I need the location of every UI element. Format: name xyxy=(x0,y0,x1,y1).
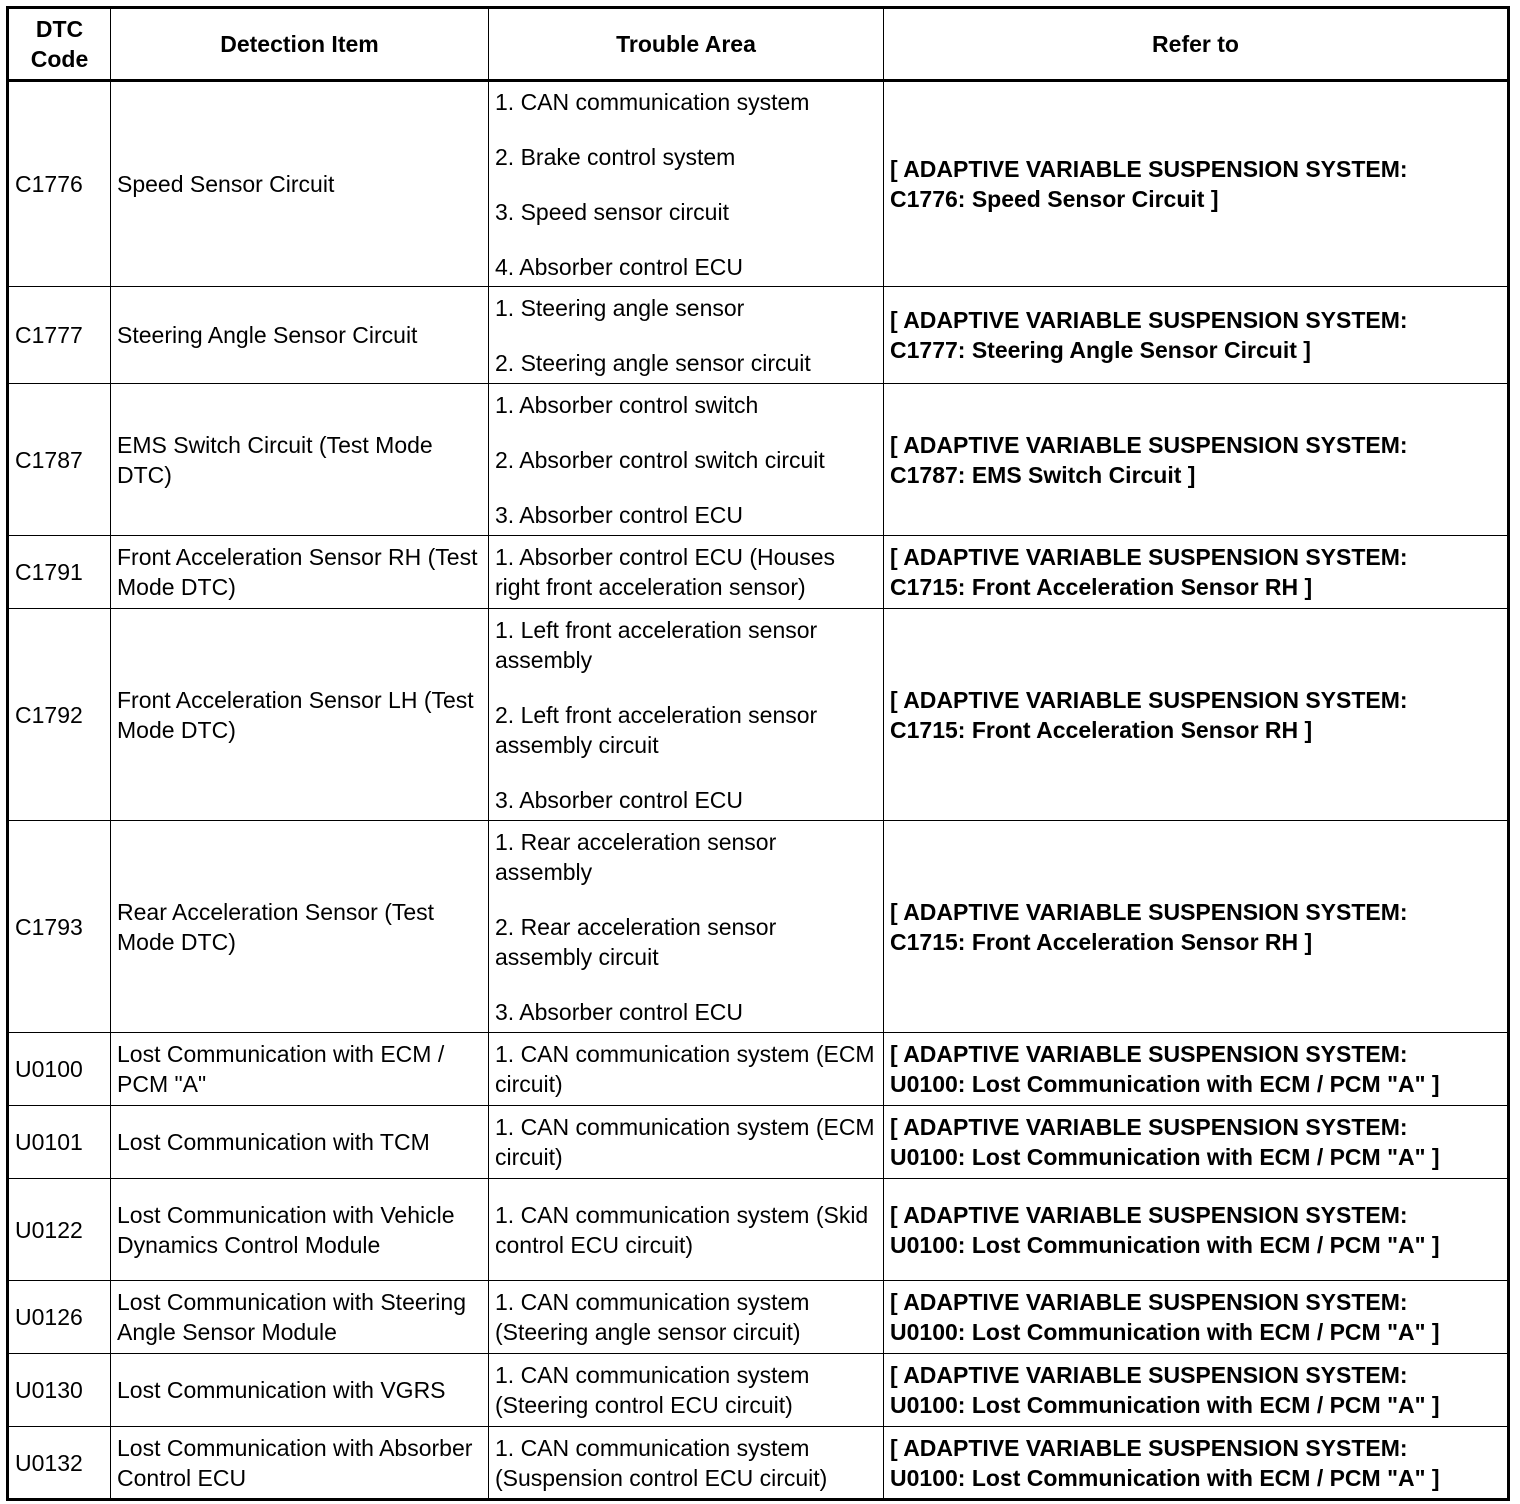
trouble-area-cell xyxy=(489,1354,884,1427)
dtc-code-cell: U0101 xyxy=(8,1106,111,1179)
refer-to-procedure: U0100: Lost Communication with ECM / PCM "A" ] xyxy=(890,1144,1440,1170)
dtc-code-cell: C1791 xyxy=(8,536,111,609)
table-header-row xyxy=(8,8,1509,81)
refer-to-system: [ ADAPTIVE VARIABLE SUSPENSION SYSTEM: xyxy=(890,898,1408,925)
refer-to-procedure: U0100: Lost Communication with ECM / PCM "A" ] xyxy=(890,1231,1440,1258)
refer-to-procedure: U0100: Lost Communication with ECM / PCM "A" ] xyxy=(890,1392,1440,1418)
trouble-area-cell xyxy=(489,384,884,536)
table-row xyxy=(8,1427,1509,1500)
refer-to-procedure: U0100: Lost Communication with ECM / PCM "A" ] xyxy=(890,1464,1440,1491)
dtc-code-cell: C1787 xyxy=(8,384,111,536)
refer-to-cell xyxy=(884,1033,1509,1106)
trouble-area-step: 1. Rear acceleration sensor assembly xyxy=(495,828,777,885)
trouble-area-step: 1. CAN communication system (Suspension control ECU circuit) xyxy=(495,1434,828,1491)
header-refer-to: Refer to xyxy=(884,8,1509,81)
refer-to-system: [ ADAPTIVE VARIABLE SUSPENSION SYSTEM: xyxy=(890,1114,1408,1140)
refer-to-procedure: C1776: Speed Sensor Circuit ] xyxy=(890,186,1219,212)
dtc-code-cell: U0132 xyxy=(8,1427,111,1500)
refer-to-system: [ ADAPTIVE VARIABLE SUSPENSION SYSTEM: xyxy=(890,544,1408,570)
detection-item-cell: Lost Communication with ECM / PCM "A" xyxy=(111,1033,489,1106)
trouble-area-step: 1. Absorber control ECU (Houses right front acceleration sensor) xyxy=(495,544,836,600)
table-row xyxy=(8,1354,1509,1427)
refer-to-cell xyxy=(884,1427,1509,1500)
refer-to-procedure: C1787: EMS Switch Circuit ] xyxy=(890,461,1196,488)
trouble-area-step: 2. Rear acceleration sensor assembly circuit xyxy=(495,913,777,970)
trouble-area-step: 1. CAN communication system (Steering control ECU circuit) xyxy=(495,1362,810,1418)
table-body xyxy=(8,81,1509,1500)
header-dtc-code: DTC Code xyxy=(8,8,111,81)
refer-to-cell xyxy=(884,81,1509,287)
table-row xyxy=(8,1106,1509,1179)
trouble-area-step: 2. Absorber control switch circuit xyxy=(495,446,825,473)
table-row xyxy=(8,81,1509,287)
table-row xyxy=(8,384,1509,536)
trouble-area-cell xyxy=(489,536,884,609)
dtc-code-cell: U0126 xyxy=(8,1281,111,1354)
refer-to-system: [ ADAPTIVE VARIABLE SUSPENSION SYSTEM: xyxy=(890,1289,1408,1315)
detection-item-cell: Front Acceleration Sensor LH (Test Mode DTC) xyxy=(111,609,489,821)
header-detection-item: Detection Item xyxy=(111,8,489,81)
trouble-area-step: 1. CAN communication system (Steering angle sensor circuit) xyxy=(495,1289,810,1345)
trouble-area-cell xyxy=(489,287,884,384)
dtc-table xyxy=(6,6,1510,1501)
refer-to-system: [ ADAPTIVE VARIABLE SUSPENSION SYSTEM: xyxy=(890,431,1408,458)
header-trouble-area: Trouble Area xyxy=(489,8,884,81)
trouble-area-step: 3. Absorber control ECU xyxy=(495,501,744,528)
trouble-area-cell xyxy=(489,821,884,1033)
trouble-area-step: 1. Absorber control switch xyxy=(495,391,759,418)
detection-item-cell: EMS Switch Circuit (Test Mode DTC) xyxy=(111,384,489,536)
dtc-code-cell: U0100 xyxy=(8,1033,111,1106)
dtc-code-cell: C1792 xyxy=(8,609,111,821)
trouble-area-cell xyxy=(489,609,884,821)
dtc-code-cell: C1776 xyxy=(8,81,111,287)
trouble-area-step: 2. Left front acceleration sensor assembly circuit xyxy=(495,701,818,758)
dtc-code-cell: C1777 xyxy=(8,287,111,384)
refer-to-cell xyxy=(884,1106,1509,1179)
refer-to-cell xyxy=(884,536,1509,609)
refer-to-cell xyxy=(884,609,1509,821)
trouble-area-step: 1. CAN communication system xyxy=(495,88,810,115)
dtc-code-cell: C1793 xyxy=(8,821,111,1033)
trouble-area-step: 3. Speed sensor circuit xyxy=(495,198,729,225)
refer-to-system: [ ADAPTIVE VARIABLE SUSPENSION SYSTEM: xyxy=(890,1041,1408,1067)
detection-item-cell: Rear Acceleration Sensor (Test Mode DTC) xyxy=(111,821,489,1033)
refer-to-cell xyxy=(884,384,1509,536)
table-row xyxy=(8,287,1509,384)
refer-to-system: [ ADAPTIVE VARIABLE SUSPENSION SYSTEM: xyxy=(890,1362,1408,1388)
detection-item-cell: Steering Angle Sensor Circuit xyxy=(111,287,489,384)
refer-to-cell xyxy=(884,1354,1509,1427)
table-row xyxy=(8,1033,1509,1106)
refer-to-system: [ ADAPTIVE VARIABLE SUSPENSION SYSTEM: xyxy=(890,1201,1408,1228)
trouble-area-step: 2. Steering angle sensor circuit xyxy=(495,349,811,376)
trouble-area-step: 3. Absorber control ECU xyxy=(495,786,744,813)
detection-item-cell: Speed Sensor Circuit xyxy=(111,81,489,287)
table-row xyxy=(8,1179,1509,1281)
trouble-area-step: 1. Steering angle sensor xyxy=(495,294,745,321)
refer-to-procedure: C1715: Front Acceleration Sensor RH ] xyxy=(890,928,1313,955)
detection-item-cell: Lost Communication with TCM xyxy=(111,1106,489,1179)
trouble-area-cell xyxy=(489,81,884,287)
refer-to-cell xyxy=(884,1281,1509,1354)
refer-to-cell xyxy=(884,821,1509,1033)
detection-item-cell: Lost Communication with Vehicle Dynamics Control Module xyxy=(111,1179,489,1281)
detection-item-cell: Lost Communication with Steering Angle Sensor Module xyxy=(111,1281,489,1354)
trouble-area-step: 1. Left front acceleration sensor assembly xyxy=(495,616,818,673)
table-row xyxy=(8,536,1509,609)
trouble-area-step: 4. Absorber control ECU xyxy=(495,253,744,280)
table-row xyxy=(8,609,1509,821)
refer-to-procedure: U0100: Lost Communication with ECM / PCM "A" ] xyxy=(890,1071,1440,1097)
refer-to-procedure: U0100: Lost Communication with ECM / PCM "A" ] xyxy=(890,1319,1440,1345)
trouble-area-cell xyxy=(489,1427,884,1500)
detection-item-cell: Lost Communication with VGRS xyxy=(111,1354,489,1427)
trouble-area-step: 1. CAN communication system (Skid control ECU circuit) xyxy=(495,1201,869,1258)
trouble-area-cell xyxy=(489,1033,884,1106)
refer-to-cell xyxy=(884,287,1509,384)
refer-to-system: [ ADAPTIVE VARIABLE SUSPENSION SYSTEM: xyxy=(890,156,1408,182)
trouble-area-step: 1. CAN communication system (ECM circuit) xyxy=(495,1041,875,1097)
refer-to-procedure: C1715: Front Acceleration Sensor RH ] xyxy=(890,574,1313,600)
trouble-area-step: 3. Absorber control ECU xyxy=(495,998,744,1025)
trouble-area-cell xyxy=(489,1179,884,1281)
trouble-area-cell xyxy=(489,1281,884,1354)
refer-to-system: [ ADAPTIVE VARIABLE SUSPENSION SYSTEM: xyxy=(890,307,1408,333)
detection-item-cell: Front Acceleration Sensor RH (Test Mode DTC) xyxy=(111,536,489,609)
trouble-area-cell xyxy=(489,1106,884,1179)
refer-to-cell xyxy=(884,1179,1509,1281)
refer-to-procedure: C1715: Front Acceleration Sensor RH ] xyxy=(890,716,1313,743)
refer-to-system: [ ADAPTIVE VARIABLE SUSPENSION SYSTEM: xyxy=(890,686,1408,713)
refer-to-system: [ ADAPTIVE VARIABLE SUSPENSION SYSTEM: xyxy=(890,1434,1408,1461)
dtc-code-cell: U0122 xyxy=(8,1179,111,1281)
trouble-area-step: 1. CAN communication system (ECM circuit) xyxy=(495,1114,875,1170)
detection-item-cell: Lost Communication with Absorber Control ECU xyxy=(111,1427,489,1500)
table-row xyxy=(8,821,1509,1033)
refer-to-procedure: C1777: Steering Angle Sensor Circuit ] xyxy=(890,337,1311,363)
dtc-code-cell: U0130 xyxy=(8,1354,111,1427)
trouble-area-step: 2. Brake control system xyxy=(495,143,736,170)
table-row xyxy=(8,1281,1509,1354)
